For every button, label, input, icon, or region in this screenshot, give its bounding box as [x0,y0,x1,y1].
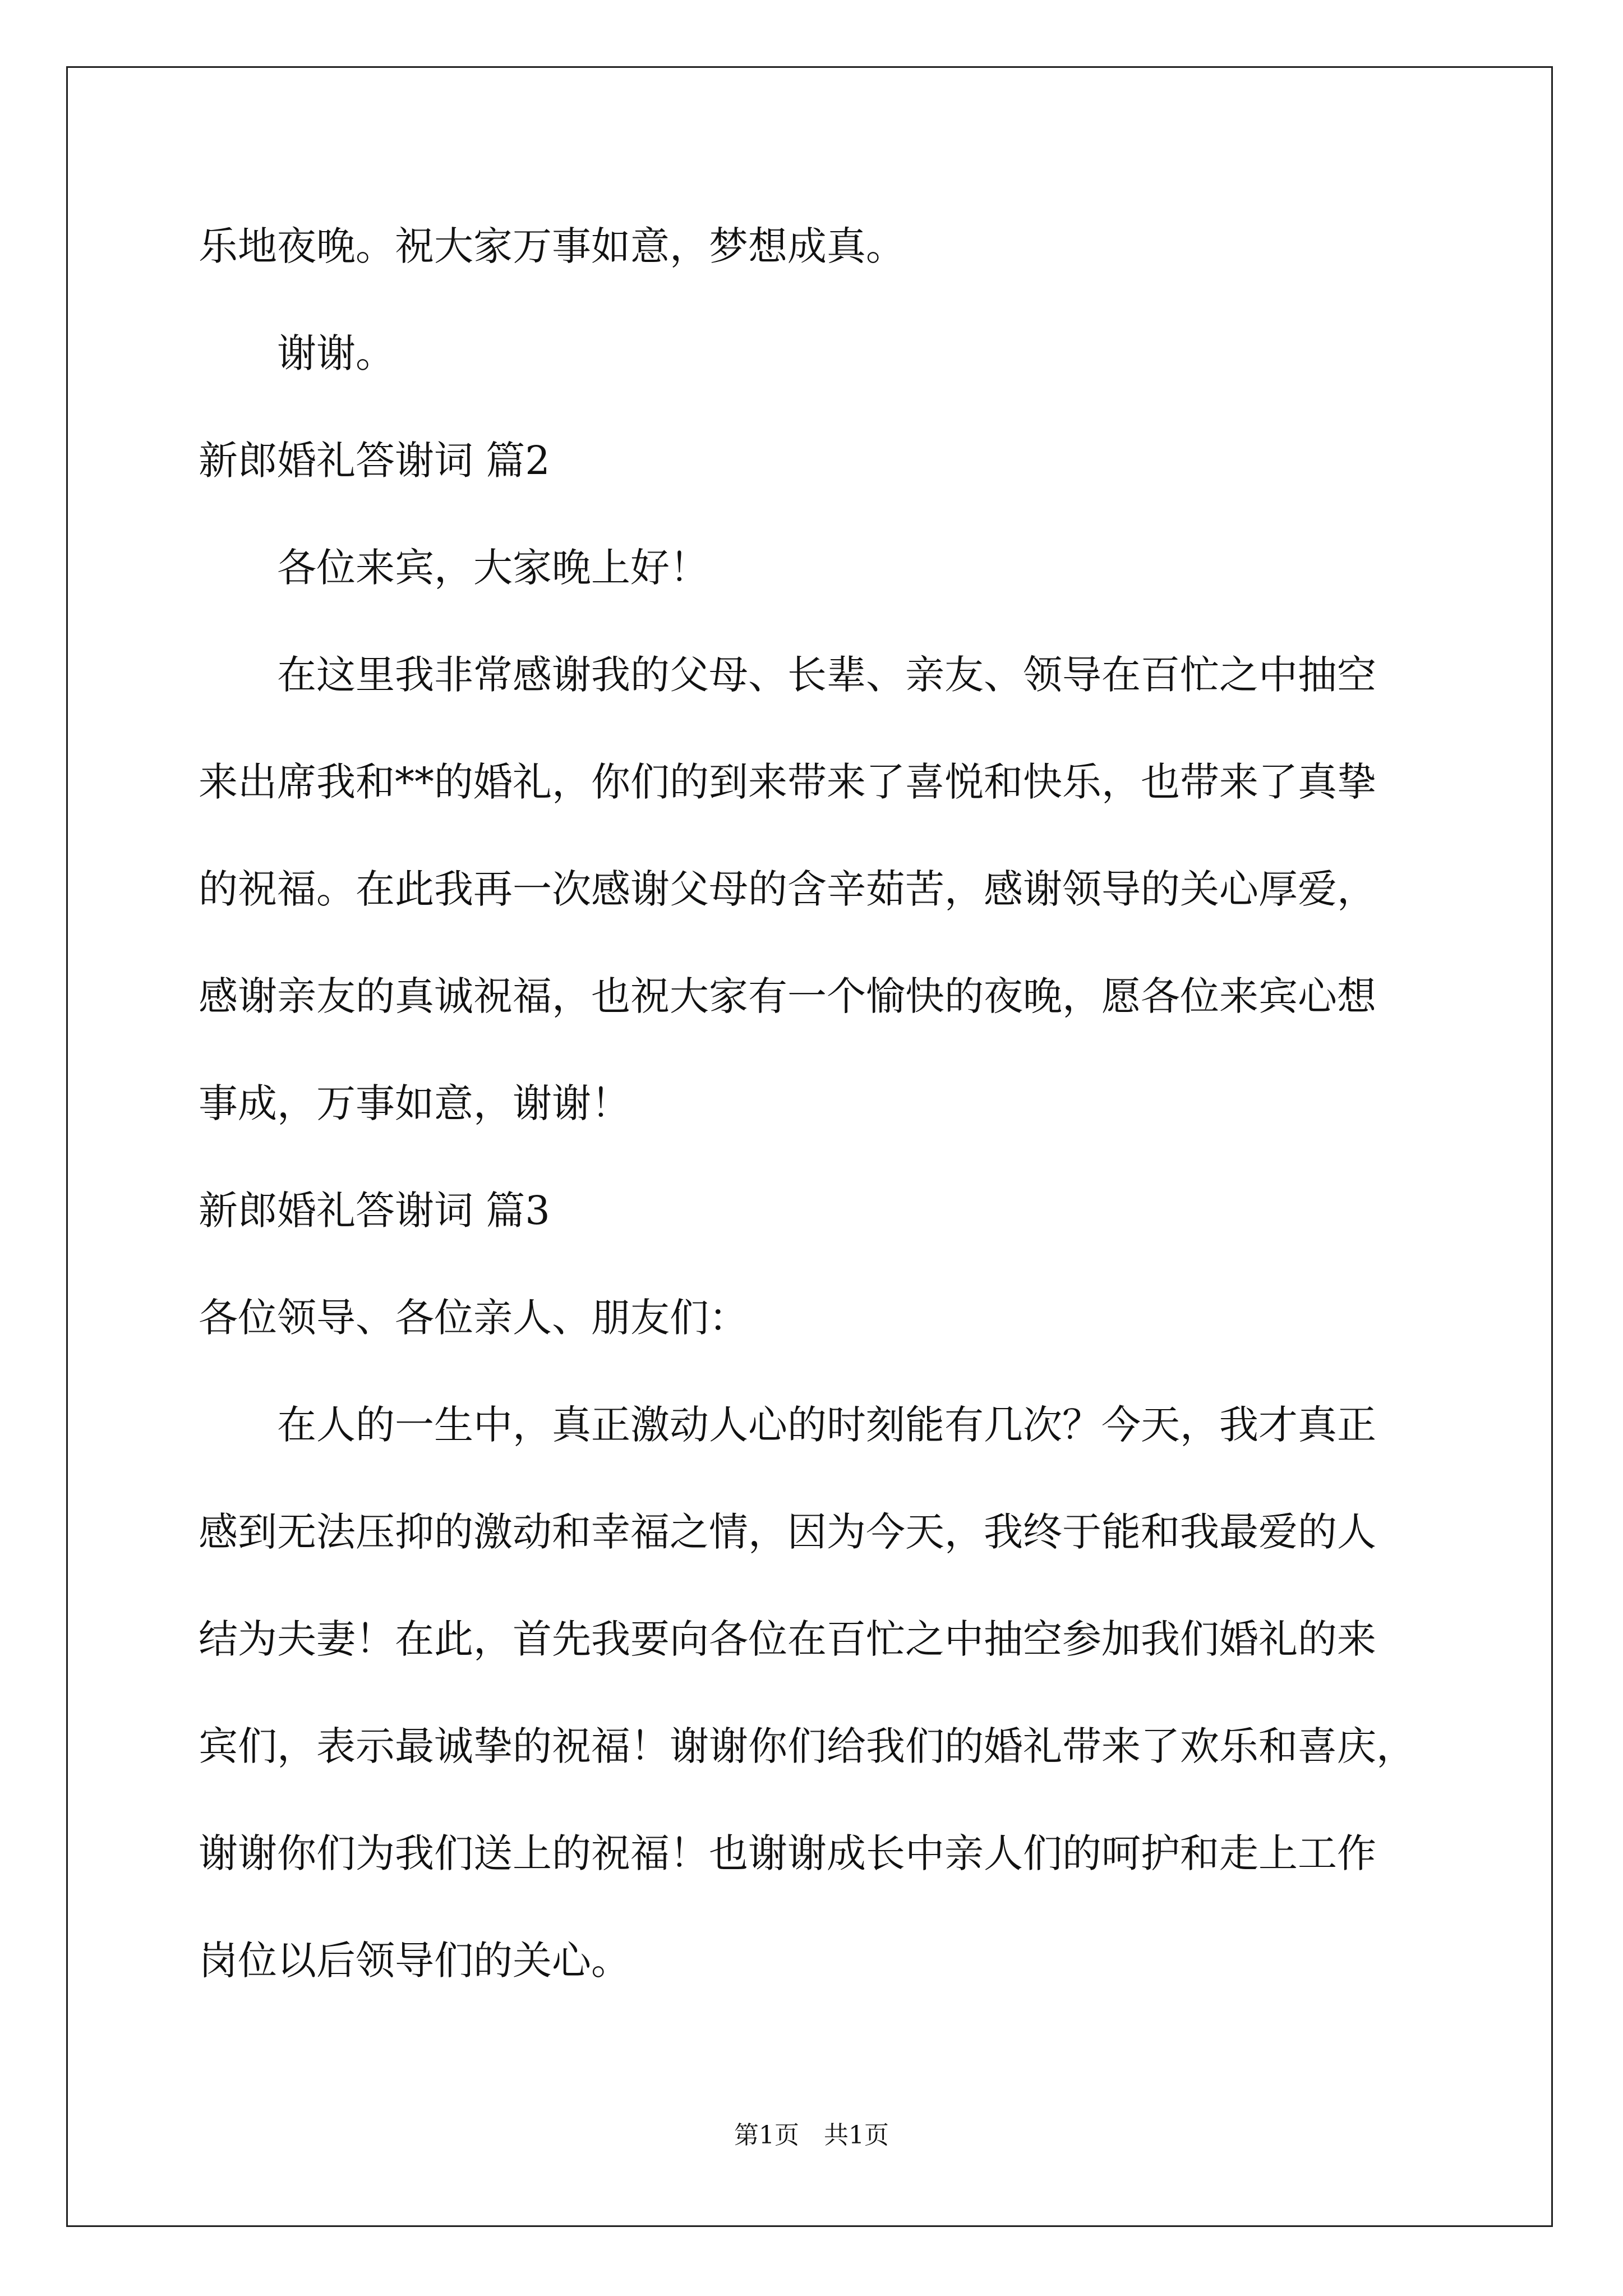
section-heading: 新郎婚礼答谢词 篇2 [199,438,550,484]
paragraph-line: 谢谢。 [277,330,395,376]
paragraph-line: 谢谢你们为我们送上的祝福！也谢谢成长中亲人们的呵护和走上工作 [199,1830,1376,1876]
page-footer [0,2115,1623,2151]
greeting-line: 各位来宾，大家晚上好！ [277,545,709,591]
paragraph-line: 在人的一生中，真正激动人心的时刻能有几次？今天，我才真正 [277,1402,1376,1448]
page-total: 共1页 [824,2121,889,2150]
paragraph-line: 乐地夜晚。祝大家万事如意，梦想成真。 [199,223,905,269]
paragraph-line: 来出席我和**的婚礼，你们的到来带来了喜悦和快乐，也带来了真挚 [199,759,1376,805]
paragraph-line: 岗位以后领导们的关心。 [199,1938,630,1984]
paragraph-line: 感到无法压抑的激动和幸福之情，因为今天，我终于能和我最爱的人 [199,1509,1376,1555]
paragraph-line: 宾们，表示最诚挚的祝福！谢谢你们给我们的婚礼带来了欢乐和喜庆， [199,1723,1415,1769]
paragraph-line: 事成，万事如意，谢谢！ [199,1080,630,1126]
section-heading: 新郎婚礼答谢词 篇3 [199,1188,550,1234]
paragraph-line: 在这里我非常感谢我的父母、长辈、亲友、领导在百忙之中抽空 [277,652,1376,698]
paragraph-line: 感谢亲友的真诚祝福，也祝大家有一个愉快的夜晚，愿各位来宾心想 [199,973,1376,1019]
document-body [199,220,1455,1987]
greeting-line: 各位领导、各位亲人、朋友们： [199,1295,748,1341]
paragraph-line: 的祝福。在此我再一次感谢父母的含辛茹苦，感谢领导的关心厚爱， [199,866,1376,912]
page-number: 第1页 [734,2121,799,2150]
paragraph-line: 结为夫妻！在此，首先我要向各位在百忙之中抽空参加我们婚礼的来 [199,1616,1376,1662]
